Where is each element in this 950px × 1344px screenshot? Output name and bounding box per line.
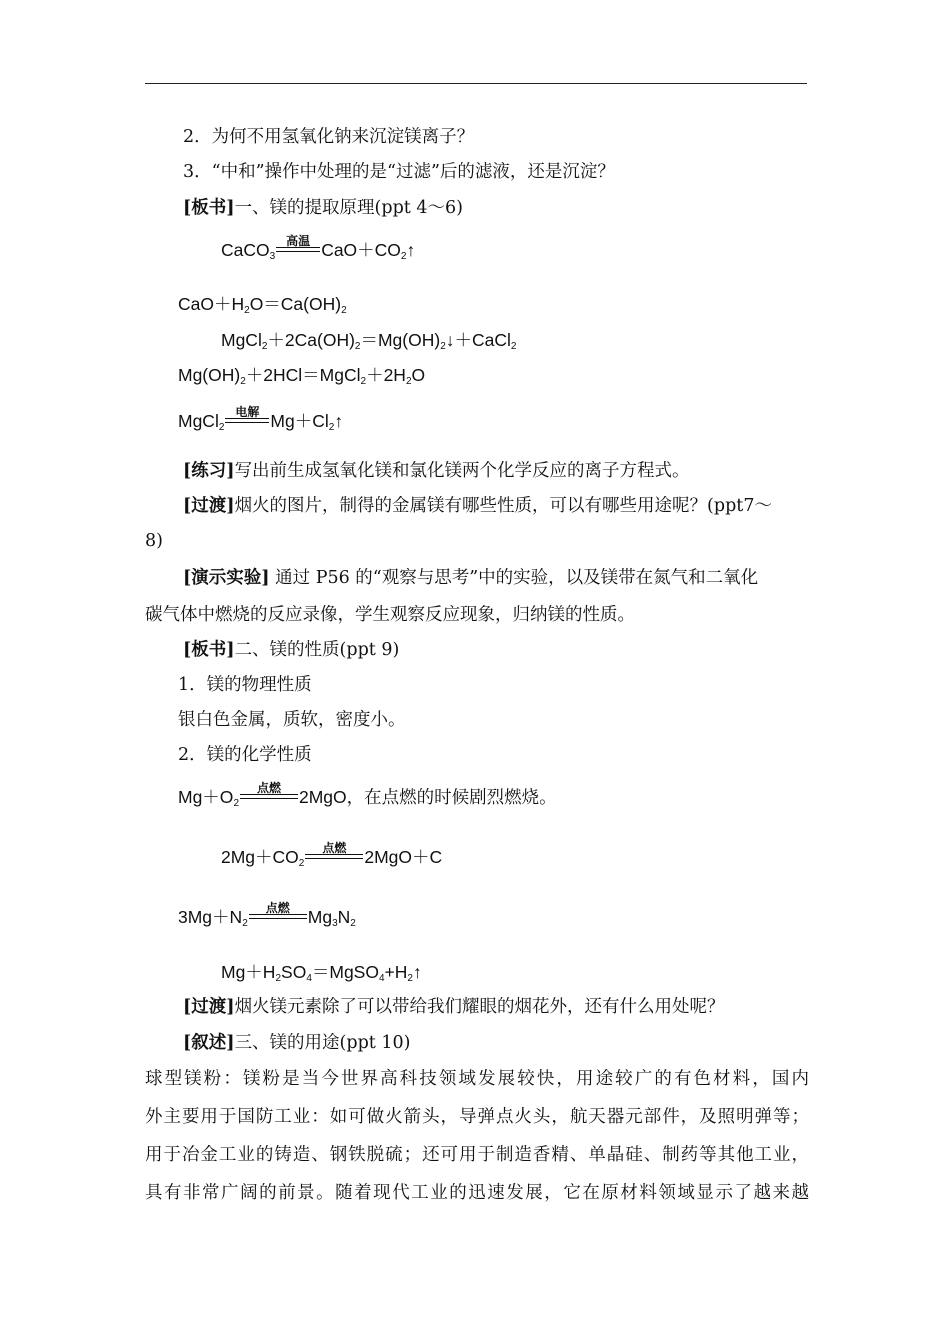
equation-9: $Mg+H_2SO_4=MgSO_4+H_2↑$ xyxy=(221,962,422,984)
uses-paragraph xyxy=(145,1060,809,1212)
exercise-note: [练习]写出前生成氢氧化镁和氯化镁两个化学反应的离子方程式。 xyxy=(183,461,690,481)
transition-note-1: [过渡]烟火的图片，制得的金属镁有哪些性质，可以有哪些用途呢？(ppt7～ xyxy=(183,496,772,516)
reaction-condition: 高温 xyxy=(286,234,311,248)
paragraph-line: 外主要用于国防工业：如可做火箭头，导弹点火头，航天器元部件，及照明弹等； xyxy=(145,1107,809,1127)
equation-6: $Mg+O_2$ 点燃 2MgO，在点燃的时候剧烈燃烧。 xyxy=(178,781,557,809)
equation-8: $3Mg+N_2$ 点燃 $Mg_3N_2$ xyxy=(178,901,356,929)
narrate-note: [叙述]三、镁的用途(ppt 10) xyxy=(183,1033,411,1053)
reaction-condition: 点燃 xyxy=(256,781,281,795)
reaction-condition: 点燃 xyxy=(265,901,290,915)
board-note-1 xyxy=(183,198,463,218)
question-2: 2．为何不用氢氧化钠来沉淀镁离子？ xyxy=(183,127,475,147)
reaction-condition: 电解 xyxy=(235,405,260,419)
question-3: 3．“中和”操作中处理的是“过滤”后的滤液，还是沉淀？ xyxy=(183,162,615,182)
demo-note: [演示实验] 通过 P56 的“观察与思考”中的实验，以及镁带在氮气和二氧化 xyxy=(183,568,759,588)
reaction-condition: 点燃 xyxy=(322,841,347,855)
chemical-properties-title: 2．镁的化学性质 xyxy=(178,745,312,765)
equation-5: MgCl$_2$ 电解 $Mg+Cl_2↑$ xyxy=(178,405,344,433)
transition-note-2: [过渡]烟火镁元素除了可以带给我们耀眼的烟花外，还有什么用处呢？ xyxy=(183,997,725,1017)
equation-2: $CaO+H_2O=Ca(OH)_2$ xyxy=(178,294,347,316)
equation-7: $2Mg+CO_2$ 点燃 2MgO＋C xyxy=(221,841,443,869)
transition-note-1-cont: 8) xyxy=(145,531,163,551)
equation-3: $MgCl_2+2Ca(OH)_2=Mg(OH)_2↓+CaCl_2$ xyxy=(221,330,517,352)
paragraph-line: 球型镁粉：镁粉是当今世界高科技领域发展较快，用途较广的有色材料，国内 xyxy=(145,1069,809,1089)
board-tag: [板书] xyxy=(183,198,235,218)
header-rule xyxy=(145,83,807,84)
board-note-2: [板书]二、镁的性质(ppt 9) xyxy=(183,640,400,660)
board-text: 一、镁的提取原理(ppt 4～6) xyxy=(234,198,463,218)
paragraph-line: 用于冶金工业的铸造、钢铁脱硫；还可用于制造香精、单晶硅、制药等其他工业， xyxy=(145,1145,809,1165)
demo-note-cont: 碳气体中燃烧的反应录像，学生观察反应现象，归纳镁的性质。 xyxy=(145,605,635,625)
physical-properties-title: 1．镁的物理性质 xyxy=(178,675,312,695)
physical-properties-text: 银白色金属，质软，密度小。 xyxy=(178,710,406,730)
equation-4: $Mg(OH)_2+2HCl=MgCl_2+2H_2O$ xyxy=(178,365,426,387)
paragraph-line: 具有非常广阔的前景。随着现代工业的迅速发展，它在原材料领域显示了越来越 xyxy=(145,1183,809,1203)
equation-1: CaCO$_3$ 高温 $CaO+CO_2↑$ xyxy=(221,234,416,262)
